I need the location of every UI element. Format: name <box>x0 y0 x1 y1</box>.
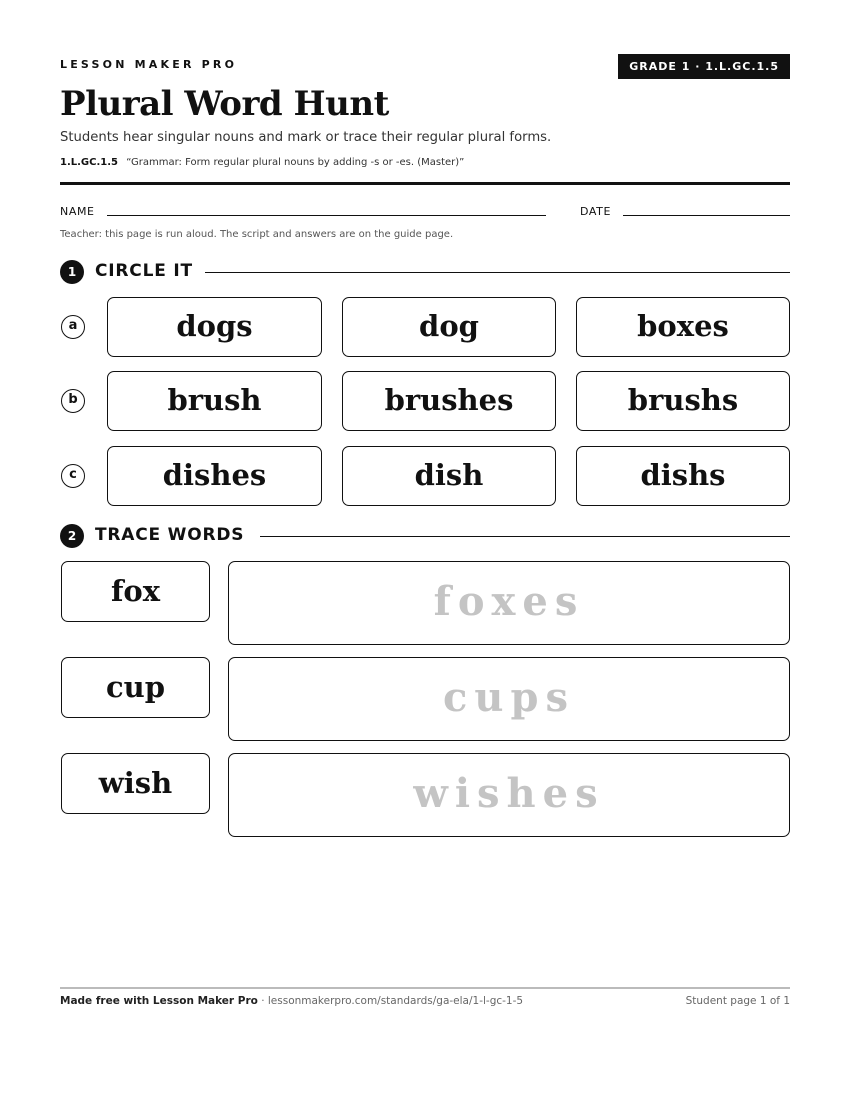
singular-word-card: wish <box>61 753 210 814</box>
brand-name: LESSON MAKER PRO <box>60 58 238 71</box>
page-indicator: Student page 1 of 1 <box>685 995 790 1007</box>
section-circle-it <box>60 260 790 282</box>
footer-credit <box>60 995 523 1007</box>
standard-description: “Grammar: Form regular plural nouns by adding -s or -es. (Master)” <box>126 157 465 168</box>
footer-url[interactable]: · lessonmakerpro.com/standards/ga-ela/1-l-gc-1-5 <box>257 995 524 1007</box>
date-label: DATE <box>580 205 612 218</box>
section-divider <box>260 536 790 537</box>
page-title: Plural Word Hunt <box>60 84 389 124</box>
section-trace-words <box>60 524 790 546</box>
word-option-card[interactable]: dish <box>342 446 556 506</box>
singular-word-card: fox <box>61 561 210 622</box>
grade-badge: GRADE 1 · 1.L.GC.1.5 <box>618 54 790 79</box>
date-field[interactable] <box>623 215 790 216</box>
standard-line <box>60 157 464 168</box>
word-option-card[interactable]: dishs <box>576 446 790 506</box>
section-number: 1 <box>60 260 84 284</box>
section-title: TRACE WORDS <box>95 525 245 545</box>
trace-box[interactable]: foxes <box>228 561 790 645</box>
row-letter-a: a <box>61 315 85 339</box>
name-label: NAME <box>60 205 95 218</box>
section-title: CIRCLE IT <box>95 261 193 281</box>
word-option-card[interactable]: dishes <box>107 446 322 506</box>
section-divider <box>205 272 790 273</box>
word-option-card[interactable]: brush <box>107 371 322 431</box>
row-letter-c: c <box>61 464 85 488</box>
footer-made-with: Made free with Lesson Maker Pro <box>60 995 258 1007</box>
standard-code: 1.L.GC.1.5 <box>60 157 118 168</box>
word-option-card[interactable]: boxes <box>576 297 790 357</box>
header-divider <box>60 182 790 185</box>
trace-box[interactable]: wishes <box>228 753 790 837</box>
section-number: 2 <box>60 524 84 548</box>
name-field[interactable] <box>107 215 546 216</box>
trace-box[interactable]: cups <box>228 657 790 741</box>
word-option-card[interactable]: dogs <box>107 297 322 357</box>
page-subtitle: Students hear singular nouns and mark or trace their regular plural forms. <box>60 130 552 145</box>
footer-divider <box>60 987 790 989</box>
teacher-note: Teacher: this page is run aloud. The script and answers are on the guide page. <box>60 229 454 240</box>
word-option-card[interactable]: brushes <box>342 371 556 431</box>
word-option-card[interactable]: dog <box>342 297 556 357</box>
word-option-card[interactable]: brushs <box>576 371 790 431</box>
singular-word-card: cup <box>61 657 210 718</box>
row-letter-b: b <box>61 389 85 413</box>
